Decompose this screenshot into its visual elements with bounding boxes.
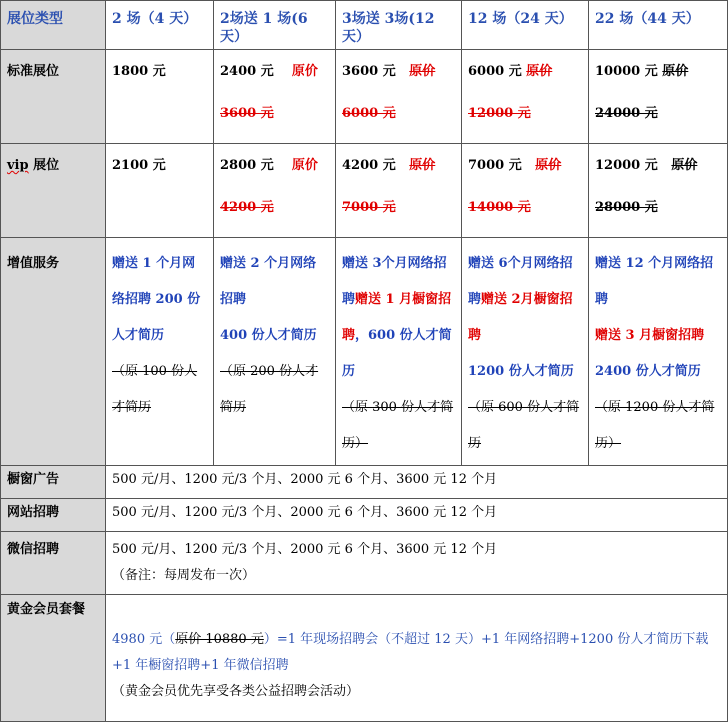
original-price-label: 原价	[409, 158, 436, 173]
service-original: （原 600 份人才简历	[468, 400, 580, 451]
original-price: 4200 元	[220, 200, 274, 215]
gold-note: （黄金会员优先享受各类公益招聘会活动）	[112, 684, 360, 699]
original-price-label: 原价	[409, 64, 436, 79]
service-resumes: 2400 份人才简历	[595, 364, 701, 379]
standard-cell-1	[106, 50, 214, 144]
header-col-1: 2 场（4 天）	[106, 1, 214, 50]
header-label: 展位类型	[1, 1, 106, 50]
service-window-gift: 赠送 1 月橱窗招聘	[342, 292, 452, 343]
gold-original-price: 原价 10880 元	[175, 632, 264, 647]
services-cell-3	[336, 238, 462, 466]
wechat-recruit-row	[1, 532, 728, 595]
service-resumes: ，600 份人才简历	[342, 328, 452, 379]
services-cell-5	[589, 238, 728, 466]
original-price: 12000 元	[468, 106, 531, 121]
standard-cell-5	[589, 50, 728, 144]
services-label: 增值服务	[1, 238, 106, 466]
service-desc: 赠送 3个月网络招聘	[342, 256, 447, 307]
web-recruit-label: 网站招聘	[1, 499, 106, 532]
vip-price: 2100 元	[112, 158, 166, 173]
standard-price: 10000 元	[595, 64, 658, 79]
gold-member-row	[1, 595, 728, 722]
services-cell-2	[214, 238, 336, 466]
gold-member-label: 黄金会员套餐	[1, 595, 106, 722]
service-original: （原 300 份人才简历）	[342, 400, 454, 451]
vip-price: 2800 元	[220, 158, 274, 173]
window-ad-text: 500 元/月、1200 元/3 个月、2000 元 6 个月、3600 元 12 个月	[106, 466, 728, 499]
standard-price: 2400 元	[220, 64, 274, 79]
original-price-label: 原价	[535, 158, 562, 173]
gold-member-cell	[106, 595, 728, 722]
vip-row	[1, 144, 728, 238]
service-resumes: 1200 份人才简历	[468, 364, 574, 379]
gold-description: ）=1 年现场招聘会（不超过 12 天）+1 年网络招聘+1200 份人才简历下载+1 年橱窗招聘+1 年微信招聘	[112, 632, 709, 673]
web-recruit-text: 500 元/月、1200 元/3 个月、2000 元 6 个月、3600 元 12 个月	[106, 499, 728, 532]
wechat-recruit-note: （备注：每周发布一次）	[112, 568, 256, 583]
header-col-5: 22 场（44 天）	[589, 1, 728, 50]
vip-cell-5	[589, 144, 728, 238]
service-desc: 赠送 2 个月网络招聘	[220, 256, 317, 307]
standard-row	[1, 50, 728, 144]
vip-price: 4200 元	[342, 158, 396, 173]
original-price-label: 原价	[671, 158, 698, 173]
services-row	[1, 238, 728, 466]
vip-cell-4	[462, 144, 589, 238]
standard-cell-3	[336, 50, 462, 144]
original-price: 7000 元	[342, 200, 396, 215]
standard-cell-4	[462, 50, 589, 144]
standard-cell-2	[214, 50, 336, 144]
service-resumes: 400 份人才简历	[220, 328, 317, 343]
original-price-label: 原价	[291, 64, 318, 79]
service-window-gift: 赠送 2月橱窗招聘	[468, 292, 573, 343]
vip-cell-2	[214, 144, 336, 238]
service-desc: 赠送 12 个月网络招聘	[595, 256, 714, 307]
vip-cell-3	[336, 144, 462, 238]
vip-price: 7000 元	[468, 158, 522, 173]
header-row	[1, 1, 728, 50]
service-window-gift: 赠送 3 月橱窗招聘	[595, 328, 705, 343]
wechat-recruit-text: 500 元/月、1200 元/3 个月、2000 元 6 个月、3600 元 12 个月	[112, 542, 498, 557]
window-ad-label: 橱窗广告	[1, 466, 106, 499]
service-desc: 赠送 6个月网络招聘	[468, 256, 573, 307]
service-original: （原 100 份人才简历	[112, 364, 198, 415]
window-ad-row	[1, 466, 728, 499]
services-cell-1	[106, 238, 214, 466]
original-price: 6000 元	[342, 106, 396, 121]
standard-label: 标准展位	[1, 50, 106, 144]
original-price: 24000 元	[595, 106, 658, 121]
standard-price: 6000 元	[468, 64, 522, 79]
original-price: 14000 元	[468, 200, 531, 215]
original-price: 3600 元	[220, 106, 274, 121]
wechat-recruit-label: 微信招聘	[1, 532, 106, 595]
original-price-label: 原价	[526, 64, 553, 79]
vip-cell-1	[106, 144, 214, 238]
service-original: （原 1200 份人才简历）	[595, 400, 715, 451]
gold-price: 4980 元（	[112, 632, 176, 647]
header-col-2: 2场送 1 场(6 天）	[214, 1, 336, 50]
original-price: 28000 元	[595, 200, 658, 215]
header-col-4: 12 场（24 天）	[462, 1, 589, 50]
original-price-label: 原价	[662, 64, 689, 79]
service-desc: 赠送 1 个月网络招聘 200 份人才简历	[112, 256, 201, 343]
vip-label: vip 展位	[1, 144, 106, 238]
web-recruit-row	[1, 499, 728, 532]
services-cell-4	[462, 238, 589, 466]
wechat-recruit-cell	[106, 532, 728, 595]
standard-price: 1800 元	[112, 64, 166, 79]
original-price-label: 原价	[291, 158, 318, 173]
vip-price: 12000 元	[595, 158, 658, 173]
header-col-3: 3场送 3场(12 天）	[336, 1, 462, 50]
standard-price: 3600 元	[342, 64, 396, 79]
service-original: （原 200 份人才简历	[220, 364, 319, 415]
